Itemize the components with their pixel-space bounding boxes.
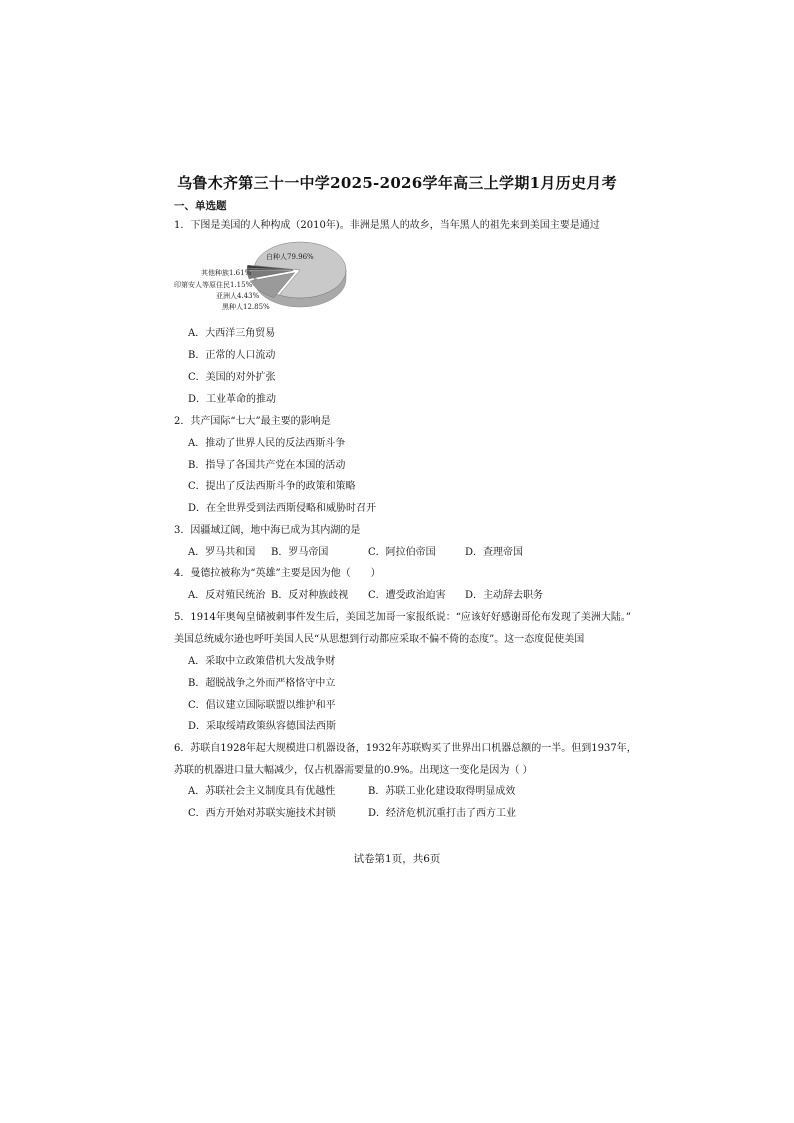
question-2-option-b[interactable]: B．指导了各国共产党在本国的活动 xyxy=(188,460,346,471)
question-4-option-b[interactable]: B．反对种族歧视 xyxy=(271,590,349,601)
pie-label-asian: 亚洲人4.43% xyxy=(216,292,260,300)
question-1-option-d[interactable]: D．工业革命的推动 xyxy=(188,394,277,405)
exam-title: 乌鲁木齐第三十一中学2025-2026学年高三上学期1月历史月考 xyxy=(177,174,617,192)
pie-label-other: 其他种族1.61% xyxy=(201,269,252,277)
question-5-option-c[interactable]: C．倡议建立国际联盟以维护和平 xyxy=(188,700,336,711)
question-3-option-c[interactable]: C．阿拉伯帝国 xyxy=(368,547,436,558)
question-6-stem-line-2: 苏联的机器进口量大幅减少，仅占机器需要量的0.9%。出现这一变化是因为（ ） xyxy=(174,765,533,776)
pie-label-native: 印第安人等原住民1.15% xyxy=(174,281,253,289)
question-6-option-d[interactable]: D．经济危机沉重打击了西方工业 xyxy=(368,808,517,819)
question-2-stem: 2．共产国际“七大”最主要的影响是 xyxy=(174,416,331,427)
question-1-option-a[interactable]: A．大西洋三角贸易 xyxy=(188,328,276,339)
question-4-option-a[interactable]: A．反对殖民统治 xyxy=(188,590,266,601)
question-3-option-d[interactable]: D．查理帝国 xyxy=(465,547,524,558)
question-5-option-b[interactable]: B．超脱战争之外而严格恪守中立 xyxy=(188,678,336,689)
question-1-option-b[interactable]: B．正常的人口流动 xyxy=(188,350,276,361)
question-3-option-b[interactable]: B．罗马帝国 xyxy=(271,547,329,558)
question-2-option-c[interactable]: C．提出了反法西斯斗争的政策和策略 xyxy=(188,481,356,492)
question-4-stem: 4．曼德拉被称为“英雄”主要是因为他（ ） xyxy=(174,568,381,579)
question-1-option-c[interactable]: C．美国的对外扩张 xyxy=(188,372,276,383)
question-2-option-d[interactable]: D．在全世界受到法西斯侵略和威胁时召开 xyxy=(188,503,377,514)
question-3-stem: 3．因疆域辽阔，地中海已成为其内湖的是 xyxy=(174,525,361,536)
question-5-option-a[interactable]: A．采取中立政策借机大发战争财 xyxy=(188,656,336,667)
question-6-option-c[interactable]: C．西方开始对苏联实施技术封锁 xyxy=(188,808,336,819)
question-4-option-c[interactable]: C．遭受政治迫害 xyxy=(368,590,446,601)
section-heading: 一、单选题 xyxy=(174,200,227,212)
question-5-option-d[interactable]: D．采取绥靖政策纵容德国法西斯 xyxy=(188,721,337,732)
question-5-stem-line-2: 美国总统威尔逊也呼吁美国人民“从思想到行动都应采取不偏不倚的态度”。这一态度促使美国 xyxy=(174,634,585,645)
pie-label-black: 黑种人12.85% xyxy=(222,303,270,311)
question-3-option-a[interactable]: A．罗马共和国 xyxy=(188,547,256,558)
page-footer: 试卷第1页，共6页 xyxy=(353,853,441,865)
question-2-option-a[interactable]: A．推动了世界人民的反法西斯斗争 xyxy=(188,438,346,449)
pie-label-white: 白种人79.96% xyxy=(266,253,314,261)
question-6-stem-line-1: 6．苏联自1928年起大规模进口机器设备，1932年苏联购买了世界出口机器总额的一半。但到1937年， xyxy=(174,743,637,754)
pie-slices xyxy=(247,242,346,307)
race-composition-pie-chart xyxy=(168,236,358,318)
question-6-option-a[interactable]: A．苏联社会主义制度具有优越性 xyxy=(188,786,336,797)
question-5-stem-line-1: 5．1914年奥匈皇储被刺事件发生后，美国芝加哥一家报纸说：“应该好好感谢哥伦布发现了美洲大陆。” xyxy=(174,612,632,623)
question-1-stem: 1．下图是美国的人种构成（2010年)。非洲是黑人的故乡，当年黑人的祖先来到美国主要是通过 xyxy=(174,220,600,231)
question-4-option-d[interactable]: D．主动辞去职务 xyxy=(465,590,544,601)
question-6-option-b[interactable]: B．苏联工业化建设取得明显成效 xyxy=(368,786,516,797)
